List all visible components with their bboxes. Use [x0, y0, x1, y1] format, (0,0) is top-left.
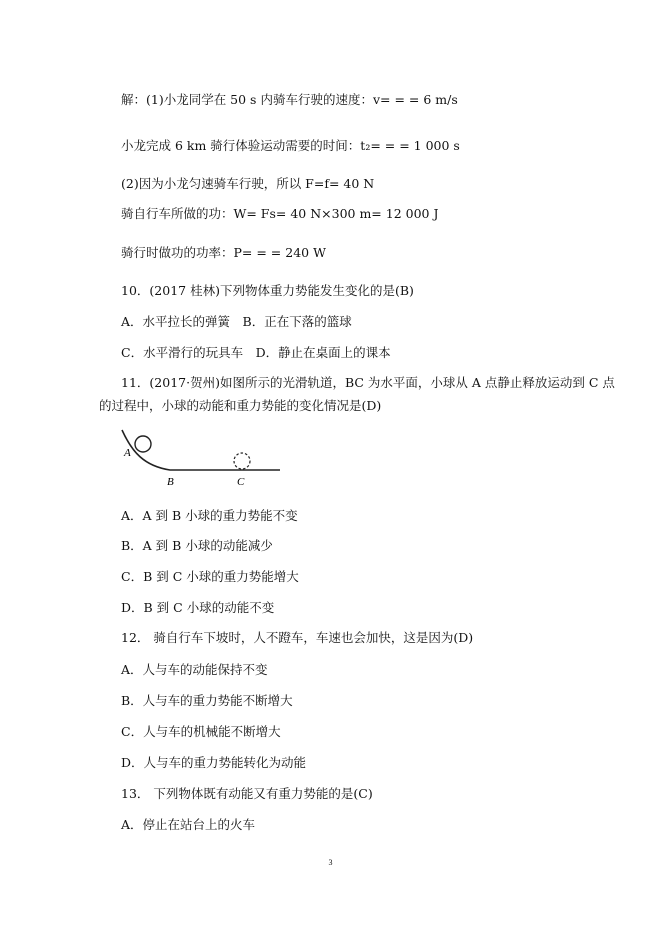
- question-12-option-c: C．人与车的机械能不断增大: [121, 724, 281, 739]
- solution-force-line: (2)因为小龙匀速骑车行驶，所以 F=f= 40 N: [121, 176, 375, 191]
- question-11-option-d: D．B 到 C 小球的动能不变: [121, 600, 275, 615]
- question-12-option-a: A．人与车的动能保持不变: [121, 662, 268, 677]
- solution-work-line: 骑自行车所做的功：W= Fs= 40 N×300 m= 12 000 J: [121, 206, 439, 221]
- track-diagram: [118, 426, 286, 488]
- solution-speed-line: 解：(1)小龙同学在 50 s 内骑车行驶的速度：v= = = 6 m/s: [121, 92, 458, 107]
- question-10: 10．(2017 桂林)下列物体重力势能发生变化的是(B): [121, 283, 414, 298]
- solution-time-line: 小龙完成 6 km 骑行体验运动需要的时间：t₂= = = 1 000 s: [121, 138, 460, 153]
- question-11-line-1: 11．(2017·贺州)如图所示的光滑轨道，BC 为水平面，小球从 A 点静止释放运动到 C 点: [121, 375, 615, 390]
- label-b: B: [167, 476, 174, 488]
- ball-at-c-dashed: [234, 453, 250, 469]
- label-a: A: [124, 447, 131, 459]
- solution-power-line: 骑行时做功的功率：P= = = 240 W: [121, 245, 326, 260]
- question-11-option-c: C．B 到 C 小球的重力势能增大: [121, 569, 299, 584]
- question-11-option-b: B．A 到 B 小球的动能减少: [121, 538, 273, 553]
- question-10-options-ab: A．水平拉长的弹簧 B．正在下落的篮球: [121, 314, 352, 329]
- page-number: 3: [328, 858, 333, 867]
- question-12: 12． 骑自行车下坡时，人不蹬车，车速也会加快，这是因为(D): [121, 630, 474, 645]
- label-c: C: [237, 476, 245, 488]
- question-10-options-cd: C．水平滑行的玩具车 D．静止在桌面上的课本: [121, 345, 391, 360]
- question-13: 13． 下列物体既有动能又有重力势能的是(C): [121, 786, 373, 801]
- question-11-option-a: A．A 到 B 小球的重力势能不变: [121, 508, 298, 523]
- ball-at-a: [135, 436, 151, 452]
- question-11-line-2: 的过程中，小球的动能和重力势能的变化情况是(D): [99, 398, 382, 413]
- question-12-option-b: B．人与车的重力势能不断增大: [121, 693, 293, 708]
- question-13-option-a: A．停止在站台上的火车: [121, 817, 256, 832]
- question-12-option-d: D．人与车的重力势能转化为动能: [121, 755, 307, 770]
